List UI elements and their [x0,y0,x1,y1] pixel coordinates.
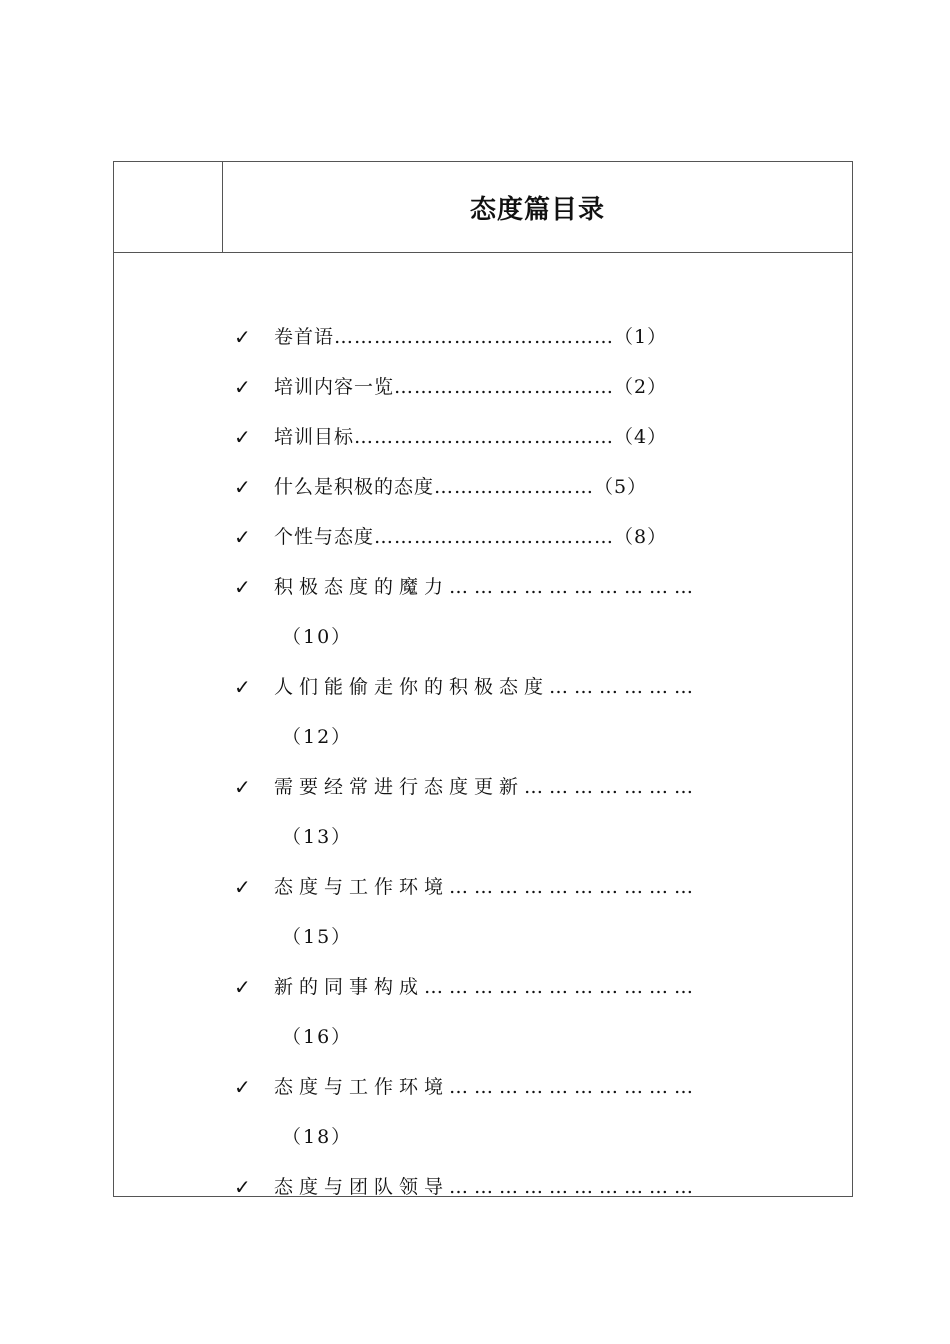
toc-label: 什么是积极的态度 [274,476,435,498]
toc-line [234,1162,714,1212]
toc-page-number: （10） [282,626,353,648]
toc-line [234,762,714,812]
toc-leader-dots: ………………………… [449,876,700,898]
toc-page-number: （4） [614,426,668,448]
toc-label: 态度与团队领导 [274,1176,450,1198]
toc-leader-dots: …………………………… [424,976,700,998]
toc-leader-dots: …………………… [434,476,595,498]
check-icon: ✓ [234,575,251,599]
toc-leader-dots: ……………… [549,676,700,698]
check-icon: ✓ [234,525,251,549]
toc-page-number: （5） [594,476,648,498]
check-icon: ✓ [234,1075,251,1099]
toc-leader-dots: ………………………… [449,1076,700,1098]
toc-label: 卷首语 [274,326,335,348]
check-icon: ✓ [234,675,251,699]
toc-label: 个性与态度 [274,526,375,548]
toc-frame [113,161,853,1197]
check-icon: ✓ [234,875,251,899]
page-title: 态度篇目录 [469,194,605,225]
toc-entry[interactable] [234,1062,714,1162]
check-icon: ✓ [234,475,251,499]
toc-entry[interactable] [234,662,714,762]
toc-entry[interactable] [234,412,714,462]
toc-line [234,512,714,562]
toc-leader-dots: ………………… [524,776,700,798]
check-icon: ✓ [234,975,251,999]
toc-list [234,312,714,1212]
toc-entry[interactable] [234,362,714,412]
toc-entry[interactable] [234,562,714,662]
toc-label: 新的同事构成 [274,976,425,998]
toc-line [234,562,714,612]
toc-label: 态度与工作环境 [274,876,450,898]
toc-entry[interactable] [234,762,714,862]
header-row [114,162,852,253]
toc-entry[interactable] [234,962,714,1062]
check-icon: ✓ [234,1175,251,1199]
toc-entry[interactable] [234,862,714,962]
check-icon: ✓ [234,425,251,449]
toc-line [234,662,714,712]
toc-leader-dots: ………………………… [449,1176,700,1198]
check-icon: ✓ [234,325,251,349]
toc-entry[interactable] [234,512,714,562]
toc-line [234,462,714,512]
toc-leader-dots: ………………………………… [354,426,615,448]
toc-label: 人们能偷走你的积极态度 [274,676,550,698]
toc-page-number: （2） [614,376,668,398]
toc-leader-dots: …………………………………… [334,326,615,348]
header-blank-cell [114,162,223,252]
check-icon: ✓ [234,775,251,799]
toc-leader-dots: ……………………………… [374,526,615,548]
toc-label: 积极态度的魔力 [274,576,450,598]
check-icon: ✓ [234,375,251,399]
toc-leader-dots: ………………………… [449,576,700,598]
toc-line [234,412,714,462]
toc-line [234,362,714,412]
toc-page-number: （13） [282,826,353,848]
toc-label: 态度与工作环境 [274,1076,450,1098]
toc-leader-dots: …………………………… [394,376,615,398]
toc-label: 需要经常进行态度更新 [274,776,525,798]
toc-page-number: （12） [282,726,353,748]
toc-entry[interactable] [234,312,714,362]
toc-page-number: （15） [282,926,353,948]
toc-page-number: （1） [614,326,668,348]
toc-line [234,962,714,1012]
toc-page-number: （8） [614,526,668,548]
toc-entry[interactable] [234,462,714,512]
toc-page-number: （18） [282,1126,353,1148]
toc-label: 培训内容一览 [274,376,395,398]
toc-line [234,862,714,912]
toc-line [234,1062,714,1112]
toc-entry[interactable] [234,1162,714,1212]
toc-label: 培训目标 [274,426,355,448]
toc-line [234,312,714,362]
toc-page-number: （16） [282,1026,353,1048]
